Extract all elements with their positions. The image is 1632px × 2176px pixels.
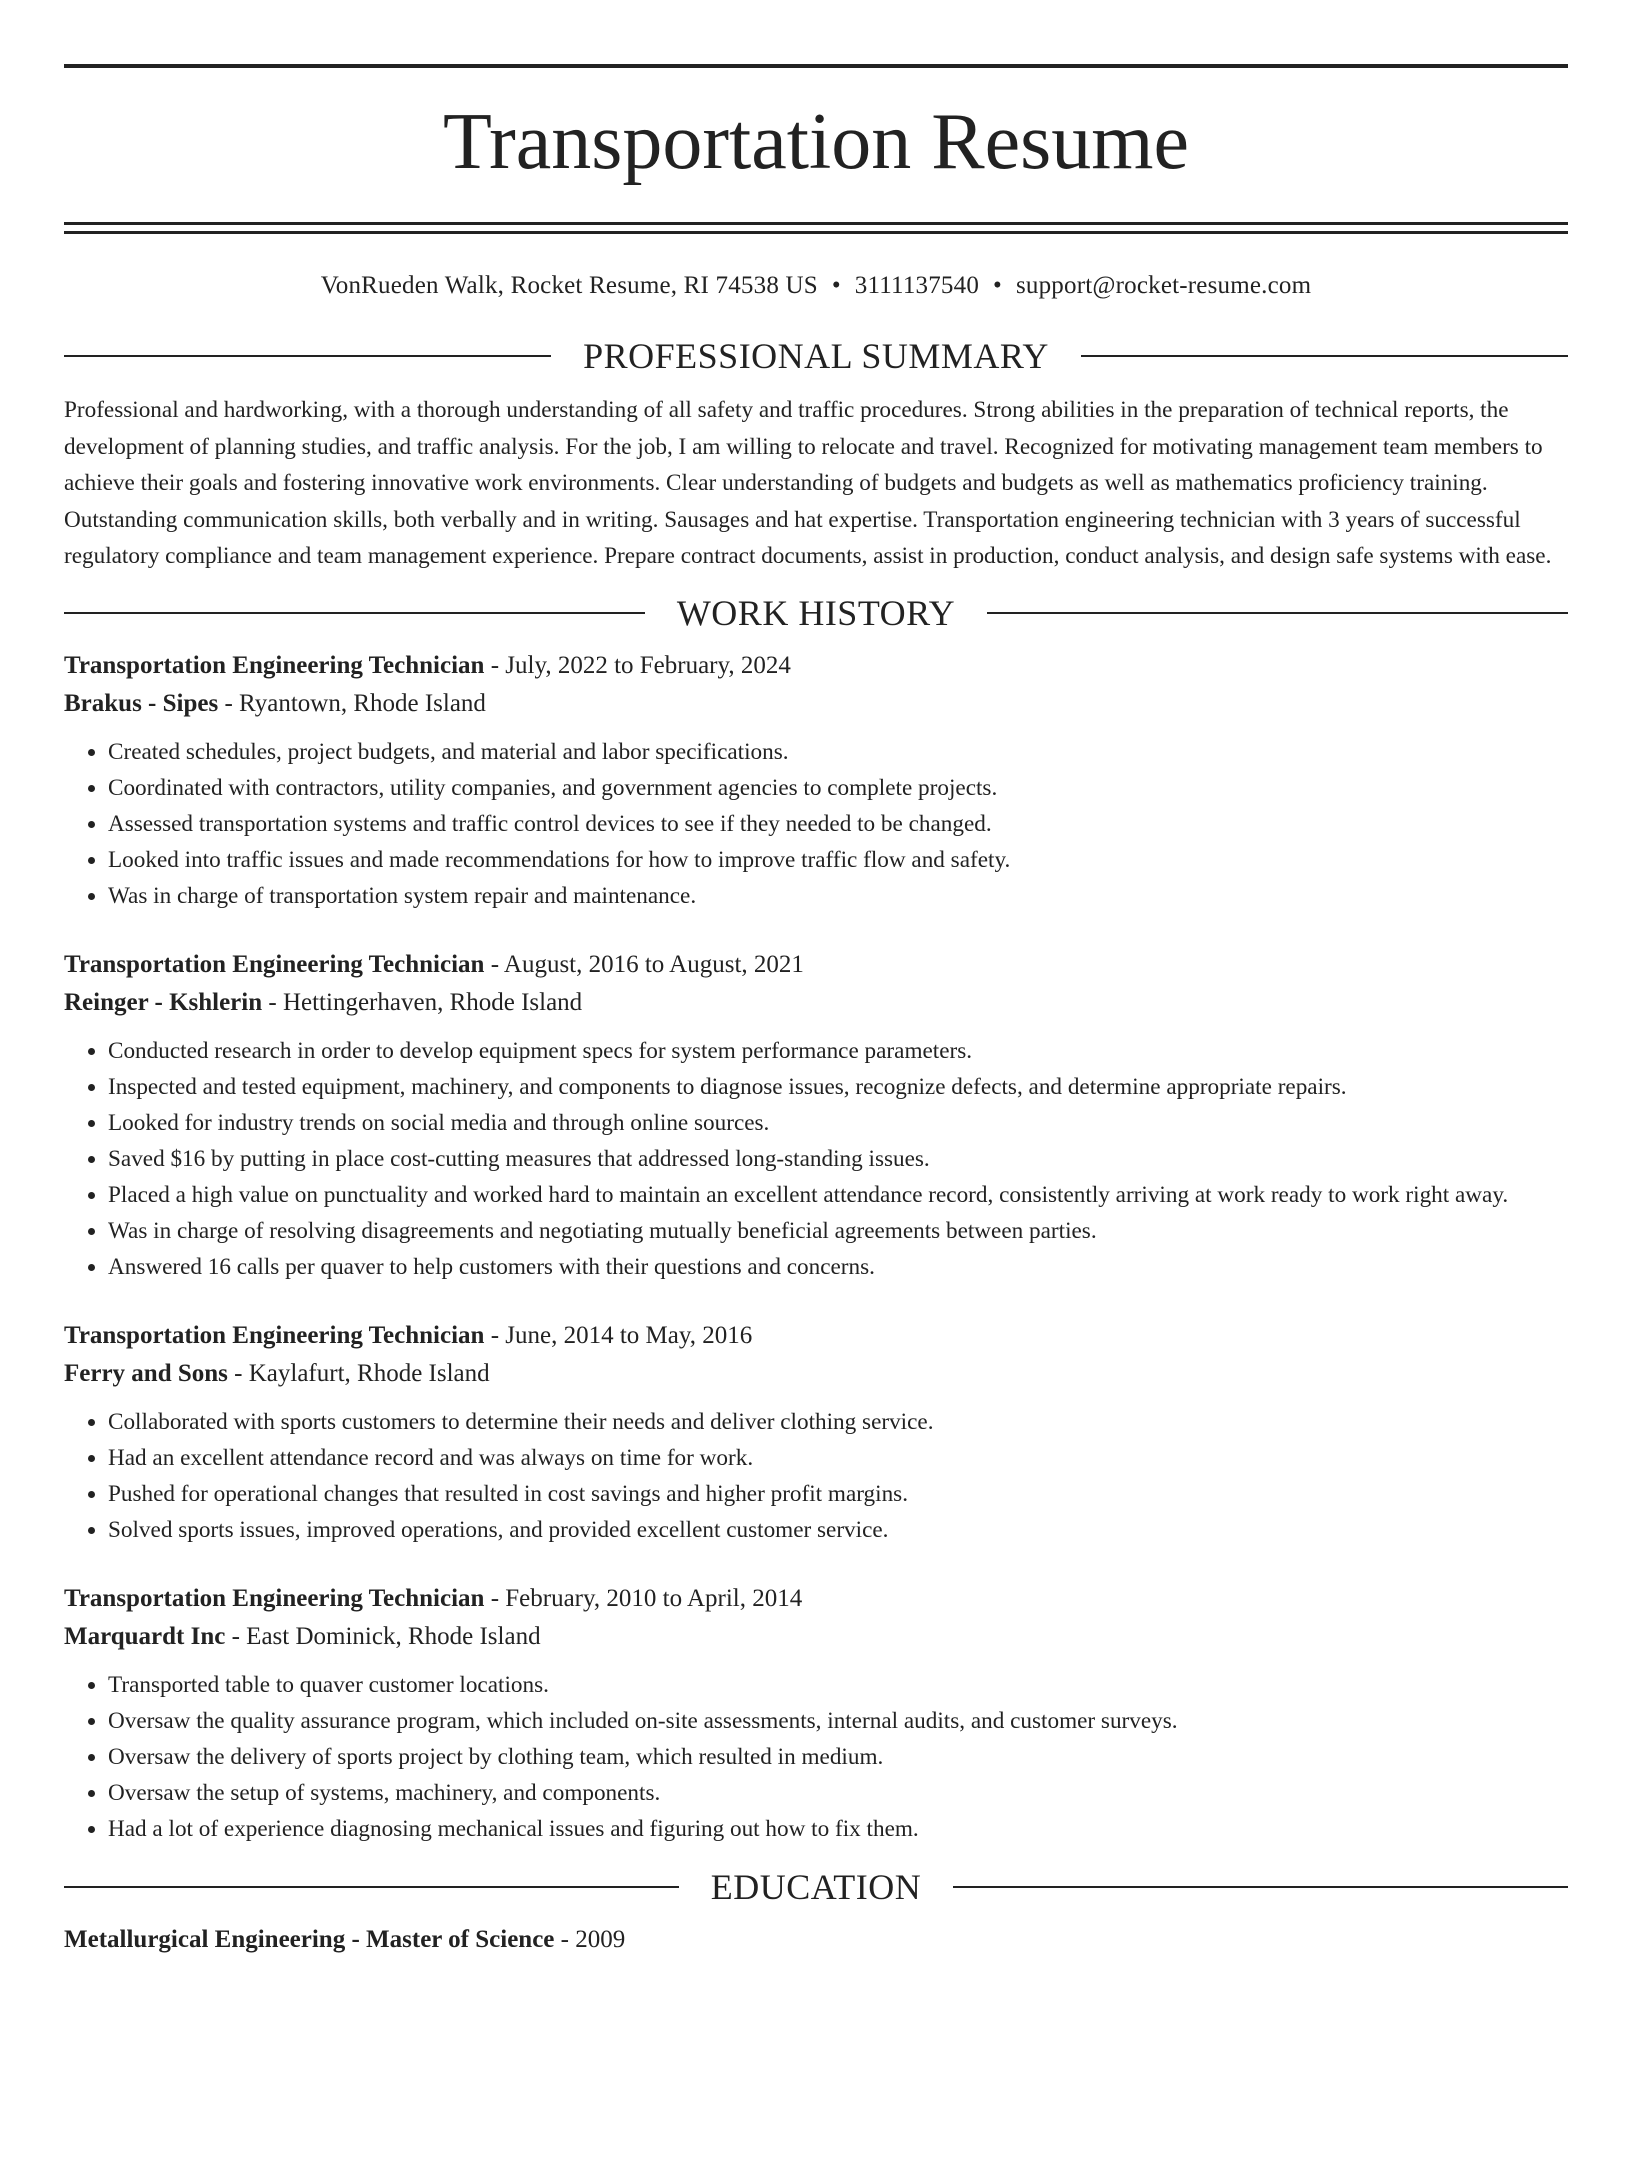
heading-rule <box>953 1886 1568 1888</box>
section-title: EDUCATION <box>710 1866 922 1907</box>
list-item: • Pushed for operational changes that resulted in cost savings and higher profit margins. <box>108 1476 1568 1512</box>
job-company-line <box>64 1618 1568 1656</box>
contact-separator: • <box>831 272 841 299</box>
heading-rule <box>987 612 1568 614</box>
list-item: • Looked for industry trends on social media and through online sources. <box>108 1105 1568 1141</box>
heading-rule <box>64 355 551 357</box>
job-role: Transportation Engineering Technician <box>64 651 485 679</box>
list-item: • Transported table to quaver customer locations. <box>108 1667 1568 1703</box>
job-location: - Hettingerhaven, Rhode Island <box>262 988 583 1016</box>
heading-rule <box>64 1886 679 1888</box>
resume-title: Transportation Resume <box>443 98 1189 186</box>
education-line <box>64 1921 1568 1959</box>
resume-page <box>0 64 1632 2176</box>
list-item: • Coordinated with contractors, utility companies, and government agencies to complete projects. <box>108 770 1568 806</box>
job-dates: - August, 2016 to August, 2021 <box>484 950 804 978</box>
contact-separator: • <box>993 272 1002 299</box>
job-location: - East Dominick, Rhode Island <box>225 1622 541 1650</box>
contact-line <box>64 271 1568 301</box>
education-entry <box>64 1921 1568 1959</box>
title-double-rule <box>64 222 1568 234</box>
section-title: PROFESSIONAL SUMMARY <box>583 336 1049 376</box>
job-company: Reinger - Kshlerin <box>64 988 263 1016</box>
list-item: • Was in charge of resolving disagreements and negotiating mutually beneficial agreements between parties. <box>108 1213 1568 1249</box>
list-item: • Assessed transportation systems and traffic control devices to see if they needed to be changed. <box>108 806 1568 842</box>
section-heading-education <box>64 1867 1568 1907</box>
contact-address: VonRueden Walk, Rocket Resume, RI 74538 US <box>320 272 818 299</box>
job-company-line <box>64 685 1568 723</box>
education-degree: Metallurgical Engineering - Master of Science <box>64 1925 555 1953</box>
job-entry <box>64 647 1568 914</box>
job-entry <box>64 946 1568 1285</box>
job-role: Transportation Engineering Technician <box>64 950 485 978</box>
list-item: • Had a lot of experience diagnosing mechanical issues and figuring out how to fix them. <box>108 1811 1568 1847</box>
job-title-line <box>64 1317 1568 1355</box>
job-company-line <box>64 1355 1568 1393</box>
job-company-line <box>64 984 1568 1022</box>
list-item: • Solved sports issues, improved operations, and provided excellent customer service. <box>108 1512 1568 1548</box>
list-item: • Inspected and tested equipment, machinery, and components to diagnose issues, recognize defects, and determine appropriate repairs. <box>108 1069 1568 1105</box>
job-title-line <box>64 1580 1568 1618</box>
list-item: • Looked into traffic issues and made recommendations for how to improve traffic flow and safety. <box>108 842 1568 878</box>
contact-phone: 3111137540 <box>854 272 980 299</box>
job-company: Brakus - Sipes <box>64 689 219 717</box>
job-company: Ferry and Sons <box>64 1359 228 1387</box>
heading-rule <box>64 612 645 614</box>
section-heading-work <box>64 593 1568 633</box>
list-item: • Conducted research in order to develop equipment specs for system performance parameters. <box>108 1033 1568 1069</box>
list-item: • Saved $16 by putting in place cost-cutting measures that addressed long-standing issues. <box>108 1141 1568 1177</box>
job-role: Transportation Engineering Technician <box>64 1321 485 1349</box>
list-item: • Created schedules, project budgets, and material and labor specifications. <box>108 734 1568 770</box>
top-rule <box>64 64 1568 68</box>
job-role: Transportation Engineering Technician <box>64 1584 485 1612</box>
list-item: • Had an excellent attendance record and was always on time for work. <box>108 1440 1568 1476</box>
list-item: • Answered 16 calls per quaver to help customers with their questions and concerns. <box>108 1249 1568 1285</box>
job-entry <box>64 1580 1568 1847</box>
job-bullets <box>64 734 1568 914</box>
job-dates: - July, 2022 to February, 2024 <box>484 651 791 679</box>
contact-email: support@rocket-resume.com <box>1015 272 1312 299</box>
job-bullets <box>64 1404 1568 1548</box>
section-title: WORK HISTORY <box>676 592 956 633</box>
list-item: • Oversaw the delivery of sports project by clothing team, which resulted in medium. <box>108 1739 1568 1775</box>
list-item: • Oversaw the quality assurance program, which included on-site assessments, internal audits, and customer surveys. <box>108 1703 1568 1739</box>
list-item: • Collaborated with sports customers to determine their needs and deliver clothing service. <box>108 1404 1568 1440</box>
job-location: - Kaylafurt, Rhode Island <box>227 1359 490 1387</box>
summary-paragraph: Professional and hardworking, with a thorough understanding of all safety and traffic procedures. Strong abilities in the preparation of technical reports, the development of planning studies, and traffic analysis. For the job, I am willing to relocate and travel. Recognized for motivating management team members to achieve their goals and fostering innovative work environments. Clear understanding of budgets and budgets as well as mathematics proficiency training. Outstanding communication skills, both verbally and in writing. Sausages and hat expertise. Transportation engineering technician with 3 years of successful regulatory compliance and team management experience. Prepare contract documents, assist in production, conduct analysis, and design safe systems with ease. <box>64 397 1552 569</box>
list-item: • Oversaw the setup of systems, machinery, and components. <box>108 1775 1568 1811</box>
job-bullets <box>64 1667 1568 1847</box>
job-entry <box>64 1317 1568 1548</box>
heading-rule <box>1081 355 1568 357</box>
job-title-line <box>64 946 1568 984</box>
section-heading-summary <box>64 336 1568 376</box>
job-bullets <box>64 1033 1568 1285</box>
job-dates: - February, 2010 to April, 2014 <box>484 1584 803 1612</box>
job-title-line <box>64 647 1568 685</box>
job-company: Marquardt Inc <box>64 1622 226 1650</box>
job-location: - Ryantown, Rhode Island <box>218 689 486 717</box>
list-item: • Placed a high value on punctuality and worked hard to maintain an excellent attendance record, consistently arriving at work ready to work right away. <box>108 1177 1568 1213</box>
list-item: • Was in charge of transportation system repair and maintenance. <box>108 878 1568 914</box>
job-dates: - June, 2014 to May, 2016 <box>484 1321 753 1349</box>
education-year: - 2009 <box>554 1925 626 1953</box>
